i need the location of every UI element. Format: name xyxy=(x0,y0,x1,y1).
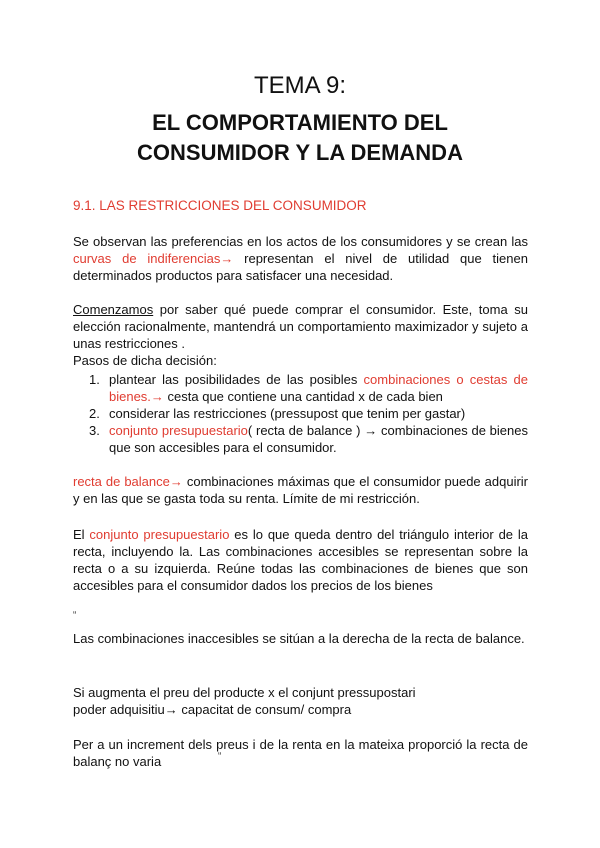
step1-text-a: plantear las posibilidades de las posibles xyxy=(109,372,364,387)
step3-text-c: ( recta de balance ) → combinaciones de bienes que son accesibles para el consumidor. xyxy=(109,423,528,455)
list-item xyxy=(89,371,528,405)
p3-text-b: combinaciones máximas que el consumidor puede adquirir y en las que se gasta toda su renta. Límite de mi restricción. xyxy=(73,474,529,506)
p4-highlight: conjunto presupuestario xyxy=(89,527,230,542)
quote-mark: “ xyxy=(218,751,222,762)
p1-text-a: Se observan las preferencias en los actos de los consumidores y se crean las xyxy=(73,234,528,249)
paragraph-start xyxy=(73,301,528,369)
step1-highlight: combinaciones o cestas de bienes.→ xyxy=(109,372,529,404)
paragraph-budget-set xyxy=(73,526,528,594)
p4-text-c: es lo que queda dentro del triángulo interior de la recta, incluyendo la. Las combinaciones accesibles se representan sobre la recta o a su izquierda. Reúne todas las combinaciones de bienes que son accesibles para el consumidor dados los precios de los bienes xyxy=(73,527,529,593)
p2-text-b: por saber qué puede comprar el consumidor. Este, toma su elección racionalmente, mantendrá un comportamiento maximizador y sujeto a unas restricciones . xyxy=(73,302,528,351)
list-item xyxy=(89,405,528,422)
p4-text-a: El xyxy=(73,527,90,542)
step3-highlight: conjunto presupuestario xyxy=(109,423,248,438)
paragraph-proportional xyxy=(73,736,528,770)
p1-highlight: curvas de indiferencias→ xyxy=(73,251,234,266)
doc-title-line-1: EL COMPORTAMIENTO DEL xyxy=(152,110,448,135)
list-number: 1. xyxy=(89,372,100,387)
list-item xyxy=(89,422,528,456)
doc-title-line-2: CONSUMIDOR Y LA DEMANDA xyxy=(137,140,463,165)
p2-underlined: Comenzamos xyxy=(73,302,154,317)
paragraph-budget-line xyxy=(73,473,528,507)
paragraph-preferences xyxy=(73,233,528,284)
list-number: 3. xyxy=(89,423,100,438)
p7-text: Per a un increment dels preus i de la renta en la mateixa proporció la recta de balanç no varia xyxy=(73,737,528,769)
steps-list xyxy=(89,371,528,456)
quote-mark: “ xyxy=(73,610,77,621)
paragraph-inaccessible: Las combinaciones inaccesibles se sitúan a la derecha de la recta de balance. xyxy=(73,631,525,646)
step1-text-c: cesta que contiene una cantidad x de cada bien xyxy=(163,389,443,404)
p6-line-2: poder adquisitiu→ capacitat de consum/ compra xyxy=(73,702,352,717)
doc-title-number: TEMA 9: xyxy=(253,72,347,99)
p6-line-1: Si augmenta el preu del producte x el conjunt pressupostari xyxy=(73,685,416,700)
section-heading: 9.1. LAS RESTRICCIONES DEL CONSUMIDOR xyxy=(73,198,367,213)
step2-text: considerar las restricciones (pressupost que tenim per gastar) xyxy=(109,406,466,421)
doc-title xyxy=(0,108,600,168)
p1-text-c: representan el nivel de utilidad que tienen determinados productos para satisfacer una necesidad. xyxy=(73,251,528,283)
paragraph-price-increase xyxy=(73,684,528,718)
list-number: 2. xyxy=(89,406,100,421)
p3-highlight: recta de balance→ xyxy=(73,474,183,489)
p2-steps-intro: Pasos de dicha decisión: xyxy=(73,353,217,368)
